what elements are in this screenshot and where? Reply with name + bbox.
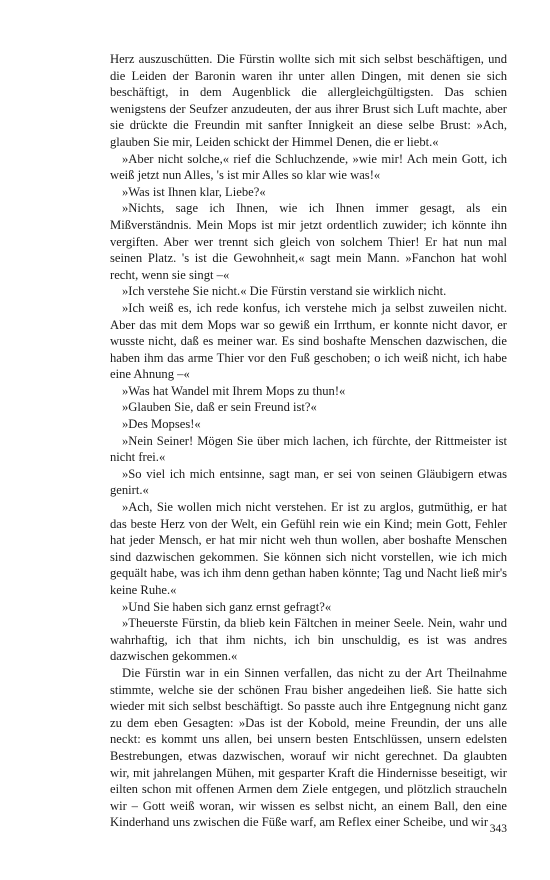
paragraph: Die Fürstin war in ein Sinnen verfallen, das nicht zu der Art Theilnahme stimmte, welche sie der schönen Frau bisher angedeihen ließ. Sie hatte sich wieder mit sich selbst beschäftigt. So passte auch ihre Entgegnung nicht ganz zu dem eben Gesagten: »Das ist der Kobold, meine Freundin, der uns alle neckt: es kommt uns allen, bei unsern besten Entschlüssen, unsern edelsten Bestrebungen, etwas dazwischen, worauf wir nicht gerechnet. Da glaubten wir, mit jahrelangen Mühen, mit gesparter Kraft die Hindernisse beseitigt, wir eilten schon mit offenen Armen dem Ziele entgegen, und plötzlich straucheln wir – Gott weiß woran, wir wissen es selbst nicht, an einem Ball, den eine Kinderhand uns zwischen die Füße warf, am Reflex einer Scheibe, und wir [110, 665, 507, 830]
paragraph: »Des Mopses!« [122, 417, 201, 432]
paragraph: »Ach, Sie wollen mich nicht verstehen. Er ist zu arglos, gutmüthig, er hat das beste Herz von der Welt, ein Gefühl rein wie ein Kind; mein Gott, Fehler hat jeder Mensch, er hat mir nicht weh thun wollen, aber boshafte Menschen sind dazwischen gekommen. Sie können sich nicht vorstellen, wie ich mich gequält habe, was ich ihm denn gethan haben könnte; Tag und Nacht ließ mir's keine Ruhe.« [110, 500, 507, 597]
paragraph: »Aber nicht solche,« rief die Schluchzende, »wie mir! Ach mein Gott, ich weiß jetzt nun Alles, 's ist mir Alles so klar wie was!« [110, 151, 507, 183]
paragraph: »Nichts, sage ich Ihnen, wie ich Ihnen immer gesagt, als ein Mißverständnis. Mein Mops ist mir jetzt ordentlich zuwider; ich könnte ihn vergiften. Aber wer trennt sich gleich von solchem Thier! Er hat nun mal seinen Platz. 's ist die Gewohnheit,« sagt mein Mann. »Fanchon hat wohl recht, wenn sie singt –« [110, 201, 507, 282]
paragraph: »Was ist Ihnen klar, Liebe?« [122, 184, 266, 199]
paragraph: »Was hat Wandel mit Ihrem Mops zu thun!« [122, 383, 346, 398]
paragraph: »So viel ich mich entsinne, sagt man, er sei von seinen Gläubigern etwas genirt.« [110, 466, 507, 498]
paragraph: »Und Sie haben sich ganz ernst gefragt?« [122, 599, 332, 614]
paragraph: »Nein Seiner! Mögen Sie über mich lachen, ich fürchte, der Rittmeister ist nicht frei.« [110, 433, 507, 465]
paragraph: »Ich weiß es, ich rede konfus, ich verstehe mich ja selbst zuweilen nicht. Aber das mit dem Mops war so gewiß ein Irrthum, er konnte nicht davor, er wusste nicht, daß es meiner war. Es sind boshafte Menschen dazwischen, die haben ihm das arme Thier vor den Fuß geschoben; o ich weiß nicht, ich habe eine Ahnung –« [110, 300, 507, 382]
body-text [110, 51, 507, 831]
paragraph: Herz auszuschütten. Die Fürstin wollte sich mit sich selbst beschäftigen, und die Leiden der Baronin waren ihr unter allen Dingen, mit denen sie sich beschäftigt, in dem Augenblick die allergleichgültigsten. Das schien wenigstens der Seufzer anzudeuten, der aus ihrer Brust sich Luft machte, aber sie drückte die Freundin mit sanfter Innigkeit an diese selbe Brust: »Ach, glauben Sie mir, Leiden schickt der Himmel Denen, die er liebt.« [110, 52, 507, 149]
paragraph: »Ich verstehe Sie nicht.« Die Fürstin verstand sie wirklich nicht. [122, 284, 447, 299]
paragraph: »Theuerste Fürstin, da blieb kein Fältchen in meiner Seele. Nein, wahr und wahrhaftig, ich that ihm nichts, ich bin unschuldig, es ist was andres dazwischen gekommen.« [110, 616, 507, 664]
page-number: 343 [489, 823, 507, 835]
paragraph: »Glauben Sie, daß er sein Freund ist?« [122, 400, 317, 415]
